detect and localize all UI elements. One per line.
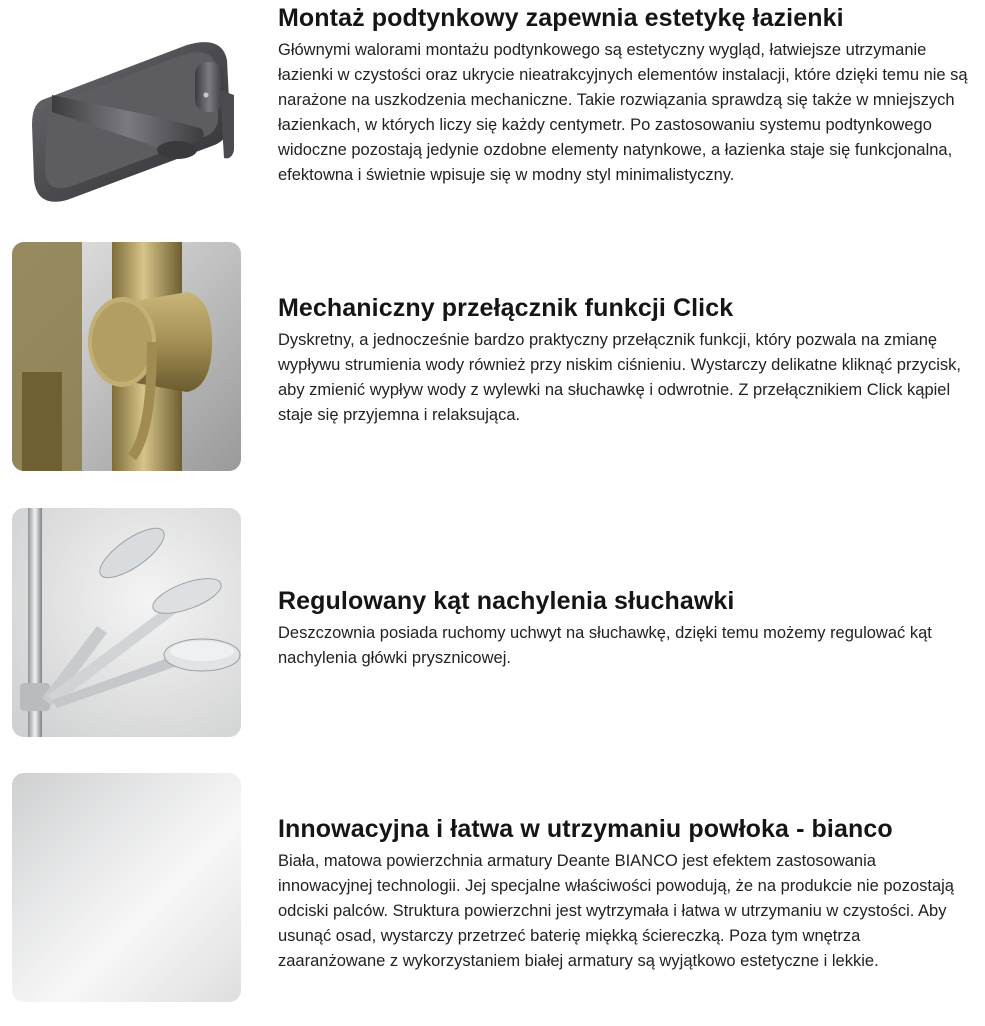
feature-title: Mechaniczny przełącznik funkcji Click bbox=[278, 294, 734, 322]
feature-text bbox=[278, 293, 968, 428]
feature-title: Innowacyjna i łatwa w utrzymaniu powłoka - bianco bbox=[278, 815, 893, 843]
white-coating-texture-image bbox=[12, 773, 241, 1002]
click-switch-icon bbox=[12, 242, 241, 471]
feature-text bbox=[278, 586, 968, 671]
feature-title: Regulowany kąt nachylenia słuchawki bbox=[278, 587, 735, 615]
feature-description: Głównymi walorami montażu podtynkowego są estetyczny wygląd, łatwiejsze utrzymanie łazienki w czystości oraz ukrycie nieatrakcyjnych elementów instalacji, które dzięki temu nie są narażone na uszkodzenia mechaniczne. Takie rozwiązania sprawdzą się także w mniejszych łazienkach, w których liczy się każdy centymetr. Po zastosowaniu systemu podtynkowego widoczne pozostają jedynie ozdobne elementy natynkowe, a łazienka staje się funkcjonalna, efektowna i świetnie wpisuje się w modny styl minimalistyczny. bbox=[278, 41, 968, 184]
wall-mounted-faucet-icon bbox=[12, 0, 241, 229]
wall-mounted-faucet-image bbox=[12, 0, 241, 229]
shower-head-angles-icon bbox=[12, 508, 241, 737]
feature-description: Deszczownia posiada ruchomy uchwyt na słuchawkę, dzięki temu możemy regulować kąt nachylenia główki prysznicowej. bbox=[278, 624, 932, 667]
white-coating-texture-icon bbox=[12, 773, 241, 1002]
feature-text bbox=[278, 814, 968, 974]
click-switch-image bbox=[12, 242, 241, 471]
shower-head-angles-image bbox=[12, 508, 241, 737]
feature-title: Montaż podtynkowy zapewnia estetykę łazienki bbox=[278, 4, 844, 32]
feature-description: Dyskretny, a jednocześnie bardzo praktyczny przełącznik funkcji, który pozwala na zmianę wypływu strumienia wody również przy niskim ciśnieniu. Wystarczy delikatne kliknąć przycisk, aby zmienić wypływ wody z wylewki na słuchawkę i odwrotnie. Z przełącznikiem Click kąpiel staje się przyjemna i relaksująca. bbox=[278, 331, 961, 424]
feature-description: Biała, matowa powierzchnia armatury Deante BIANCO jest efektem zastosowania innowacyjnej technologii. Jej specjalne właściwości powodują, że na produkcie nie pozostają odciski palców. Struktura powierzchni jest wytrzymała i łatwa w utrzymaniu w czystości. Aby usunąć osad, wystarczy przetrzeć baterię miękką ściereczką. Poza tym wnętrza zaaranżowane z wykorzystaniem białej armatury są wyjątkowo estetyczne i lekkie. bbox=[278, 852, 954, 970]
feature-text bbox=[278, 3, 968, 188]
